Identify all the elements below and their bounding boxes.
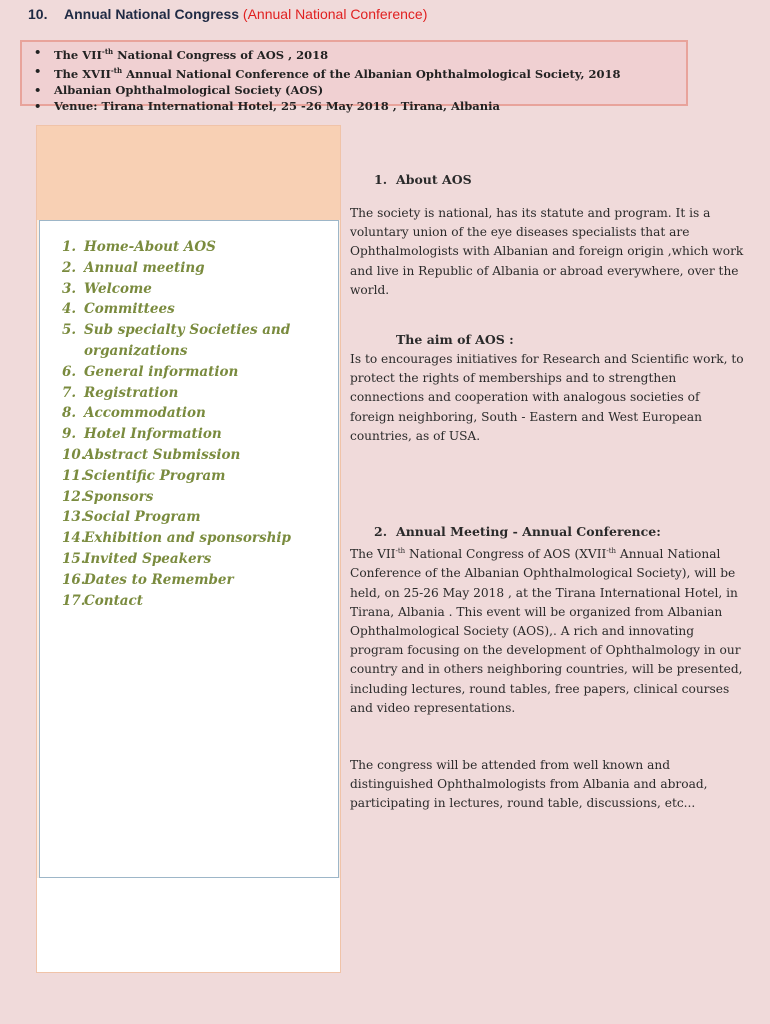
- nav-item[interactable]: [62, 466, 332, 487]
- info-item-venue: • Venue: Tirana International Hotel, 25 -26 May 2018 , Tirana, Albania: [54, 98, 686, 114]
- aim-heading: The aim of AOS :: [396, 332, 514, 348]
- meeting-attendance-text: The congress will be attended from well known and distinguished Ophthalmologists from Albania and abroad, participating in lectures, round table, discussions, etc...: [350, 757, 708, 811]
- info-item-conference: • The $XVII^{-th}$ Annual National Conference of the Albanian Ophthalmological Society, 2018: [54, 63, 686, 82]
- nav-item[interactable]: [62, 507, 332, 528]
- nav-item-label[interactable]: Invited Speakers: [84, 550, 212, 567]
- nav-item[interactable]: [62, 320, 332, 362]
- nav-item-label[interactable]: Exhibition and sponsorship: [84, 530, 291, 547]
- nav-item-label[interactable]: Sub specialty Societies and organizations: [84, 322, 291, 359]
- nav-item-label[interactable]: Committees: [84, 301, 175, 318]
- heading-number: 10.: [28, 6, 48, 22]
- nav-item-number: 16.: [62, 571, 86, 588]
- main-content: [350, 170, 745, 814]
- nav-item-label[interactable]: Annual meeting: [84, 259, 205, 276]
- section-heading: [28, 6, 427, 22]
- nav-item[interactable]: [62, 487, 332, 508]
- nav-item[interactable]: [62, 362, 332, 383]
- nav-item-label[interactable]: Abstract Submission: [84, 446, 241, 463]
- sidebar: [36, 125, 341, 973]
- congress-info-box: [20, 40, 688, 113]
- aim-text: Is to encourages initiatives for Research and Scientific work, to protect the rights of memberships and to strengthen connections and cooperation with analogous societies of foreign neighboring, South - Eastern and West European countries, as of USA.: [350, 352, 744, 443]
- nav-item[interactable]: [62, 591, 332, 612]
- nav-item-number: 4.: [62, 301, 77, 318]
- nav-item[interactable]: [62, 258, 332, 279]
- nav-item-number: 15.: [62, 550, 86, 567]
- nav-item-number: 14.: [62, 530, 86, 547]
- nav-item-label[interactable]: Registration: [84, 384, 179, 401]
- info-item-society: • Albanian Ophthalmological Society (AOS): [54, 82, 686, 98]
- sidebar-nav-list: [62, 237, 332, 611]
- nav-item-label[interactable]: Scientific Program: [84, 467, 226, 484]
- about-heading: 1. About AOS: [374, 172, 472, 187]
- nav-item-number: 3.: [62, 280, 77, 297]
- nav-item-number: 5.: [62, 322, 77, 339]
- nav-item[interactable]: [62, 424, 332, 445]
- nav-item-number: 12.: [62, 488, 86, 505]
- nav-item[interactable]: [62, 383, 332, 404]
- nav-item[interactable]: [62, 445, 332, 466]
- congress-info-list: [22, 42, 686, 114]
- nav-item-label[interactable]: Dates to Remember: [84, 571, 234, 588]
- nav-item-label[interactable]: Contact: [84, 592, 144, 609]
- nav-item-number: 1.: [62, 239, 77, 255]
- meeting-heading: 2. Annual Meeting - Annual Conference:: [374, 524, 661, 540]
- sidebar-header-band: [37, 126, 340, 220]
- heading-parenthetical: (Annual National Conference): [242, 6, 428, 22]
- nav-item[interactable]: [62, 299, 332, 320]
- nav-item-number: 10.: [62, 446, 86, 463]
- info-item-congress: • The $VII^{-th}$ National Congress of AOS , 2018: [54, 44, 686, 63]
- nav-item-number: 11.: [62, 467, 86, 484]
- meeting-text: The $VII^{-th}$ National Congress of AOS ($XVII^{-th}$ Annual National Conference of the Albanian Ophthalmological Society), will be held, on 25-26 May 2018 , at the Tirana International Hotel, in Tirana, Albania . This event will be organized from Albanian Ophthalmological Society (AOS),. A rich and innovating program focusing on the development of Ophthalmology in our country and in others neighboring countries, will be presented, including lectures, round tables, free papers, clinical courses and video representations.: [350, 547, 743, 715]
- nav-item[interactable]: [62, 570, 332, 591]
- nav-item-number: 6.: [62, 363, 77, 380]
- nav-item-label[interactable]: General information: [84, 363, 239, 380]
- heading-title: Annual National Congress: [64, 6, 240, 22]
- nav-item-number: 9.: [62, 426, 77, 443]
- about-text: The society is national, has its statute and program. It is a voluntary union of the eye diseases specialists that are Ophthalmologists with Albanian and foreign origin ,which work and live in Republic of Albania or abroad everywhere, over the world.: [350, 206, 744, 297]
- nav-item-number: 2.: [62, 259, 77, 276]
- sidebar-nav-panel: [39, 220, 339, 878]
- nav-item-number: 13.: [62, 509, 86, 526]
- nav-item-number: 17.: [62, 592, 86, 609]
- sidebar-footer-band: [37, 878, 340, 972]
- nav-item-label[interactable]: Welcome: [84, 280, 152, 297]
- nav-item[interactable]: [62, 237, 332, 258]
- nav-item[interactable]: [62, 403, 332, 424]
- nav-item[interactable]: [62, 528, 332, 549]
- nav-item-label[interactable]: Sponsors: [84, 488, 154, 505]
- nav-item-label[interactable]: Accommodation: [84, 405, 206, 422]
- nav-item-label[interactable]: Home-About AOS: [84, 239, 216, 255]
- nav-item[interactable]: [62, 279, 332, 300]
- nav-item-label[interactable]: Social Program: [84, 509, 201, 526]
- nav-item-number: 7.: [62, 384, 77, 401]
- nav-item-number: 8.: [62, 405, 77, 422]
- nav-item[interactable]: [62, 549, 332, 570]
- nav-item-label[interactable]: Hotel Information: [84, 426, 222, 443]
